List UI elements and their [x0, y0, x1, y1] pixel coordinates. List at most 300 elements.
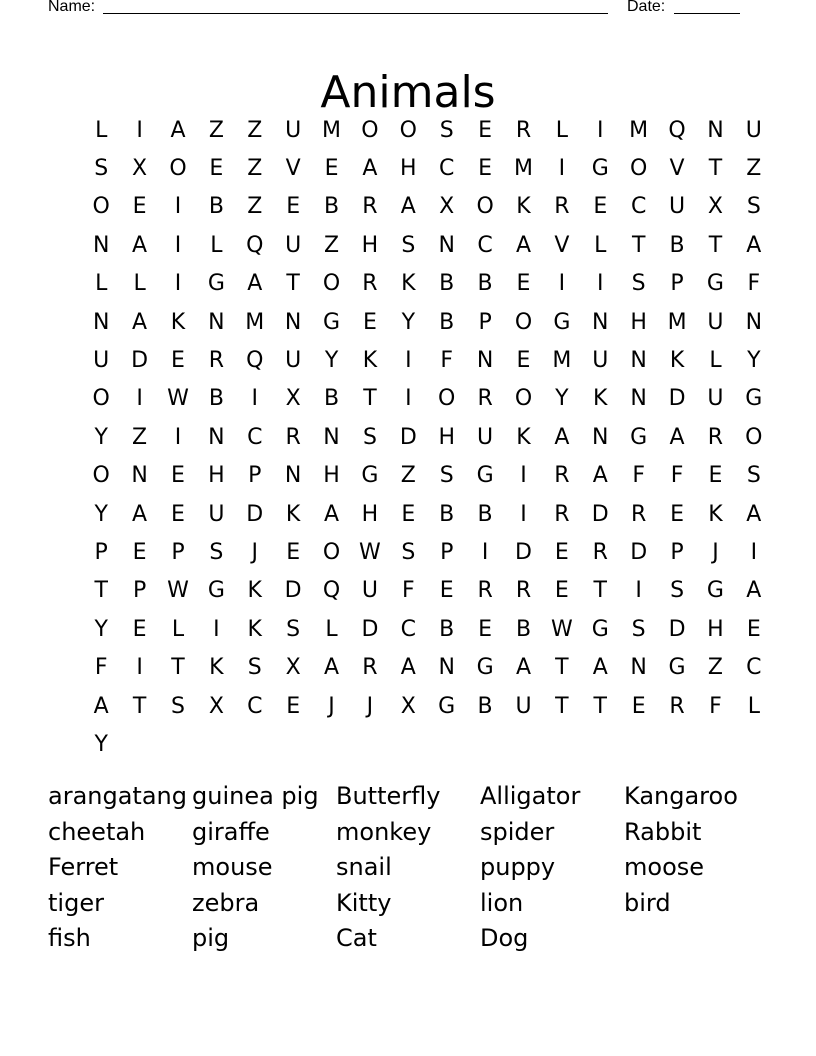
- grid-letter[interactable]: I: [635, 578, 642, 604]
- grid-letter[interactable]: M: [245, 309, 265, 335]
- grid-letter[interactable]: G: [630, 424, 648, 450]
- grid-letter[interactable]: A: [592, 655, 608, 681]
- grid-letter[interactable]: J: [251, 539, 258, 565]
- grid-letter[interactable]: A: [746, 578, 762, 604]
- grid-letter[interactable]: I: [405, 386, 412, 412]
- grid-letter[interactable]: L: [709, 348, 722, 374]
- grid-letter[interactable]: K: [247, 578, 262, 604]
- grid-letter[interactable]: T: [631, 232, 646, 258]
- grid-letter[interactable]: U: [707, 309, 724, 335]
- grid-letter[interactable]: D: [668, 616, 686, 642]
- grid-letter[interactable]: O: [92, 386, 110, 412]
- grid-letter[interactable]: Z: [324, 232, 340, 258]
- grid-letter[interactable]: N: [323, 424, 340, 450]
- grid-letter[interactable]: T: [94, 578, 108, 604]
- grid-letter[interactable]: A: [247, 271, 263, 297]
- grid-letter[interactable]: D: [246, 501, 264, 527]
- grid-letter[interactable]: S: [401, 232, 416, 258]
- grid-letter[interactable]: P: [248, 463, 262, 489]
- grid-letter[interactable]: I: [136, 655, 143, 681]
- grid-letter[interactable]: N: [131, 463, 148, 489]
- grid-letter[interactable]: G: [207, 578, 225, 604]
- grid-letter[interactable]: E: [593, 194, 608, 220]
- grid-letter[interactable]: O: [322, 539, 341, 565]
- grid-letter[interactable]: Q: [246, 348, 264, 374]
- grid-letter[interactable]: Z: [707, 655, 723, 681]
- grid-letter[interactable]: J: [366, 693, 374, 719]
- grid-letter[interactable]: H: [208, 463, 225, 489]
- grid-letter[interactable]: I: [558, 271, 566, 297]
- grid-letter[interactable]: R: [362, 655, 378, 681]
- grid-letter[interactable]: S: [670, 578, 685, 604]
- grid-letter[interactable]: K: [593, 386, 608, 412]
- grid-letter[interactable]: B: [323, 386, 340, 412]
- grid-letter[interactable]: D: [591, 501, 609, 527]
- grid-letter[interactable]: H: [323, 463, 340, 489]
- grid-letter[interactable]: E: [554, 578, 569, 604]
- grid-letter[interactable]: I: [174, 271, 182, 297]
- grid-letter[interactable]: A: [132, 232, 148, 258]
- grid-letter[interactable]: Q: [668, 117, 686, 143]
- grid-letter[interactable]: G: [591, 616, 609, 642]
- grid-letter[interactable]: N: [284, 309, 302, 335]
- grid-letter[interactable]: E: [478, 156, 493, 182]
- grid-letter[interactable]: U: [515, 693, 532, 719]
- grid-letter[interactable]: C: [400, 616, 416, 642]
- grid-letter[interactable]: A: [132, 501, 148, 527]
- grid-letter[interactable]: I: [251, 386, 258, 412]
- grid-letter[interactable]: O: [630, 156, 648, 182]
- grid-letter[interactable]: A: [746, 501, 762, 527]
- word-bank-item: zebra: [192, 888, 260, 917]
- grid-letter[interactable]: U: [285, 117, 302, 143]
- grid-letter[interactable]: E: [209, 156, 224, 182]
- grid-letter[interactable]: R: [477, 578, 493, 604]
- grid-letter[interactable]: A: [132, 309, 148, 335]
- grid-letter[interactable]: E: [286, 194, 301, 220]
- grid-letter[interactable]: E: [132, 194, 147, 220]
- date-blank-line[interactable]: [674, 13, 740, 14]
- grid-letter[interactable]: J: [712, 539, 719, 565]
- grid-letter[interactable]: N: [592, 424, 609, 450]
- grid-letter[interactable]: N: [630, 386, 647, 412]
- grid-letter[interactable]: N: [707, 117, 724, 143]
- grid-letter[interactable]: G: [706, 271, 724, 297]
- grid-letter[interactable]: K: [401, 271, 416, 297]
- grid-letter[interactable]: G: [591, 156, 609, 182]
- grid-letter[interactable]: W: [359, 539, 381, 565]
- grid-letter[interactable]: I: [174, 232, 182, 258]
- grid-letter[interactable]: A: [324, 655, 340, 681]
- word-bank-item: mouse: [192, 853, 273, 881]
- grid-letter[interactable]: O: [514, 309, 533, 335]
- grid-letter[interactable]: U: [477, 424, 494, 450]
- grid-letter[interactable]: Y: [747, 348, 761, 374]
- grid-letter[interactable]: Z: [132, 424, 148, 450]
- grid-letter[interactable]: T: [708, 232, 723, 258]
- grid-letter[interactable]: W: [167, 578, 189, 604]
- word-search-grid[interactable]: [82, 111, 773, 764]
- grid-letter[interactable]: B: [208, 194, 224, 220]
- grid-letter[interactable]: X: [285, 386, 301, 412]
- grid-letter[interactable]: T: [593, 578, 607, 604]
- grid-letter[interactable]: W: [167, 386, 189, 412]
- grid-letter[interactable]: I: [213, 616, 220, 642]
- grid-letter[interactable]: X: [208, 693, 224, 719]
- grid-letter[interactable]: E: [171, 501, 185, 527]
- grid-letter[interactable]: A: [515, 655, 532, 681]
- grid-letter[interactable]: D: [399, 424, 417, 450]
- grid-letter[interactable]: I: [520, 463, 527, 489]
- word-bank-item: moose: [624, 853, 705, 881]
- grid-letter[interactable]: K: [516, 424, 531, 450]
- grid-letter[interactable]: C: [247, 693, 263, 719]
- grid-letter[interactable]: P: [94, 539, 108, 565]
- grid-letter[interactable]: I: [136, 386, 143, 412]
- grid-letter[interactable]: C: [477, 232, 493, 258]
- grid-letter[interactable]: O: [361, 117, 379, 143]
- grid-letter[interactable]: C: [439, 156, 455, 182]
- grid-letter[interactable]: R: [554, 194, 570, 220]
- grid-letter[interactable]: M: [667, 309, 687, 335]
- grid-letter[interactable]: N: [284, 463, 302, 489]
- grid-letter[interactable]: O: [169, 156, 187, 182]
- grid-letter[interactable]: O: [92, 194, 110, 220]
- grid-letter[interactable]: B: [208, 386, 224, 412]
- grid-letter[interactable]: F: [632, 463, 645, 489]
- grid-letter[interactable]: A: [362, 156, 378, 182]
- grid-letter[interactable]: X: [707, 194, 723, 220]
- grid-letter[interactable]: N: [438, 232, 455, 258]
- grid-letter[interactable]: X: [132, 156, 148, 182]
- grid-letter[interactable]: Y: [94, 731, 108, 757]
- grid-letter[interactable]: D: [515, 539, 532, 565]
- grid-letter[interactable]: S: [247, 655, 262, 681]
- word-bank-item: arangatang: [48, 782, 187, 810]
- grid-letter[interactable]: E: [439, 578, 454, 604]
- word-bank-item: Butterfly: [336, 782, 441, 810]
- grid-letter[interactable]: E: [516, 348, 531, 374]
- grid-letter[interactable]: V: [554, 232, 570, 258]
- grid-letter[interactable]: E: [746, 616, 761, 642]
- grid-letter[interactable]: S: [286, 616, 301, 642]
- grid-letter[interactable]: D: [361, 616, 379, 642]
- grid-letter[interactable]: I: [405, 348, 412, 374]
- grid-letter[interactable]: K: [170, 309, 186, 335]
- grid-letter[interactable]: B: [439, 271, 455, 297]
- grid-letter[interactable]: A: [554, 424, 570, 450]
- grid-letter[interactable]: P: [171, 539, 185, 565]
- grid-letter[interactable]: B: [477, 271, 493, 297]
- grid-letter[interactable]: E: [670, 501, 684, 527]
- grid-letter[interactable]: N: [208, 309, 225, 335]
- grid-letter[interactable]: N: [92, 232, 110, 258]
- grid-letter[interactable]: L: [555, 117, 569, 143]
- grid-letter[interactable]: L: [95, 117, 108, 143]
- grid-letter[interactable]: G: [668, 655, 686, 681]
- grid-letter[interactable]: B: [515, 616, 532, 642]
- grid-letter[interactable]: Z: [247, 194, 263, 220]
- grid-letter[interactable]: Z: [247, 117, 263, 143]
- grid-letter[interactable]: Y: [94, 616, 108, 642]
- grid-letter[interactable]: Y: [324, 348, 339, 374]
- grid-letter[interactable]: S: [401, 539, 416, 565]
- grid-letter[interactable]: X: [285, 655, 301, 681]
- grid-letter[interactable]: L: [747, 693, 760, 719]
- grid-letter[interactable]: B: [323, 194, 340, 220]
- grid-letter[interactable]: D: [284, 578, 302, 604]
- grid-letter[interactable]: W: [551, 616, 573, 642]
- grid-letter[interactable]: N: [438, 655, 455, 681]
- grid-letter[interactable]: L: [171, 616, 185, 642]
- grid-letter[interactable]: D: [668, 386, 686, 412]
- grid-letter[interactable]: K: [209, 655, 224, 681]
- grid-letter[interactable]: A: [324, 501, 340, 527]
- grid-letter[interactable]: D: [630, 539, 648, 565]
- grid-letter[interactable]: H: [361, 501, 379, 527]
- grid-letter[interactable]: K: [362, 348, 378, 374]
- grid-letter[interactable]: U: [93, 348, 110, 374]
- grid-letter[interactable]: S: [439, 463, 454, 489]
- grid-letter[interactable]: B: [477, 501, 493, 527]
- grid-letter[interactable]: X: [400, 693, 416, 719]
- grid-letter[interactable]: M: [552, 348, 572, 374]
- grid-letter[interactable]: V: [669, 156, 685, 182]
- grid-letter[interactable]: Z: [208, 117, 224, 143]
- grid-letter[interactable]: G: [323, 309, 341, 335]
- grid-letter[interactable]: R: [631, 501, 647, 527]
- grid-letter[interactable]: N: [592, 309, 609, 335]
- grid-letter[interactable]: U: [745, 117, 762, 143]
- grid-letter[interactable]: G: [476, 655, 494, 681]
- grid-letter[interactable]: B: [477, 693, 493, 719]
- grid-letter[interactable]: T: [555, 693, 569, 719]
- grid-letter[interactable]: N: [630, 348, 647, 374]
- grid-letter[interactable]: R: [592, 539, 608, 565]
- grid-letter[interactable]: R: [707, 424, 724, 450]
- grid-letter[interactable]: E: [362, 309, 377, 335]
- word-bank-item: Kangaroo: [624, 782, 738, 810]
- grid-letter[interactable]: A: [669, 424, 685, 450]
- grid-letter[interactable]: G: [438, 693, 456, 719]
- grid-letter[interactable]: B: [439, 309, 455, 335]
- grid-letter[interactable]: N: [745, 309, 763, 335]
- grid-letter[interactable]: S: [94, 156, 109, 182]
- grid-letter[interactable]: U: [592, 348, 609, 374]
- grid-letter[interactable]: R: [515, 578, 532, 604]
- grid-letter[interactable]: Y: [94, 424, 108, 450]
- grid-letter[interactable]: R: [554, 501, 570, 527]
- grid-letter[interactable]: L: [133, 271, 146, 297]
- grid-letter[interactable]: U: [208, 501, 225, 527]
- grid-letter[interactable]: F: [401, 578, 415, 604]
- grid-letter[interactable]: R: [477, 386, 493, 412]
- grid-letter[interactable]: E: [286, 539, 301, 565]
- grid-letter[interactable]: A: [746, 232, 762, 258]
- grid-letter[interactable]: R: [362, 271, 378, 297]
- grid-letter[interactable]: Y: [555, 386, 569, 412]
- grid-letter[interactable]: K: [285, 501, 301, 527]
- word-bank-item: Cat: [336, 924, 377, 952]
- grid-letter[interactable]: T: [708, 156, 723, 182]
- grid-letter[interactable]: S: [209, 539, 224, 565]
- name-blank-line[interactable]: [103, 13, 608, 14]
- grid-letter[interactable]: E: [171, 348, 185, 374]
- grid-letter[interactable]: A: [592, 463, 608, 489]
- grid-letter[interactable]: L: [210, 232, 223, 258]
- grid-letter[interactable]: Y: [94, 501, 108, 527]
- grid-letter[interactable]: J: [328, 693, 335, 719]
- grid-letter[interactable]: U: [669, 194, 686, 220]
- grid-letter[interactable]: I: [597, 117, 604, 143]
- grid-letter[interactable]: P: [670, 271, 684, 297]
- grid-letter[interactable]: S: [746, 463, 761, 489]
- grid-letter[interactable]: B: [439, 616, 455, 642]
- grid-letter[interactable]: C: [247, 424, 263, 450]
- grid-letter[interactable]: E: [171, 463, 185, 489]
- grid-letter[interactable]: Z: [746, 156, 762, 182]
- grid-letter[interactable]: P: [670, 539, 684, 565]
- grid-letter[interactable]: E: [708, 463, 723, 489]
- grid-letter[interactable]: E: [286, 693, 301, 719]
- grid-letter[interactable]: N: [92, 309, 110, 335]
- grid-letter[interactable]: P: [132, 578, 147, 604]
- grid-letter[interactable]: I: [174, 424, 182, 450]
- grid-letter[interactable]: E: [516, 271, 531, 297]
- grid-letter[interactable]: A: [93, 693, 109, 719]
- grid-letter[interactable]: R: [362, 194, 378, 220]
- grid-letter[interactable]: C: [746, 655, 762, 681]
- grid-letter[interactable]: L: [95, 271, 108, 297]
- grid-letter[interactable]: E: [132, 539, 147, 565]
- grid-letter[interactable]: G: [207, 271, 225, 297]
- grid-letter[interactable]: N: [208, 424, 225, 450]
- grid-letter[interactable]: E: [631, 693, 646, 719]
- grid-letter[interactable]: U: [285, 232, 302, 258]
- grid-letter[interactable]: E: [478, 616, 493, 642]
- grid-letter[interactable]: U: [361, 578, 378, 604]
- grid-letter[interactable]: O: [92, 463, 110, 489]
- grid-letter[interactable]: I: [481, 539, 489, 565]
- grid-letter[interactable]: H: [400, 156, 417, 182]
- grid-letter[interactable]: I: [750, 539, 758, 565]
- grid-letter[interactable]: R: [669, 693, 685, 719]
- grid-letter[interactable]: H: [630, 309, 647, 335]
- grid-letter[interactable]: V: [285, 156, 301, 182]
- grid-letter[interactable]: F: [709, 693, 722, 719]
- grid-letter[interactable]: M: [629, 117, 649, 143]
- grid-letter[interactable]: R: [285, 424, 301, 450]
- grid-letter[interactable]: B: [669, 232, 685, 258]
- grid-letter[interactable]: A: [170, 117, 186, 143]
- grid-letter[interactable]: O: [514, 386, 533, 412]
- grid-letter[interactable]: A: [400, 655, 416, 681]
- grid-letter[interactable]: X: [439, 194, 455, 220]
- grid-letter[interactable]: O: [438, 386, 456, 412]
- grid-letter[interactable]: T: [132, 693, 147, 719]
- grid-letter[interactable]: U: [285, 348, 302, 374]
- grid-letter[interactable]: S: [170, 693, 185, 719]
- grid-letter[interactable]: R: [515, 117, 532, 143]
- grid-letter[interactable]: K: [516, 194, 531, 220]
- grid-letter[interactable]: A: [515, 232, 532, 258]
- grid-letter[interactable]: O: [745, 424, 763, 450]
- grid-letter[interactable]: M: [514, 156, 533, 182]
- grid-letter[interactable]: E: [401, 501, 416, 527]
- grid-letter[interactable]: S: [631, 616, 646, 642]
- grid-letter[interactable]: H: [707, 616, 724, 642]
- grid-letter[interactable]: D: [131, 348, 149, 374]
- grid-letter[interactable]: Q: [246, 232, 264, 258]
- grid-letter[interactable]: O: [476, 194, 494, 220]
- grid-letter[interactable]: I: [597, 271, 604, 297]
- grid-letter[interactable]: E: [554, 539, 569, 565]
- grid-letter[interactable]: S: [631, 271, 646, 297]
- grid-letter[interactable]: G: [553, 309, 571, 335]
- grid-letter[interactable]: Q: [322, 578, 341, 604]
- grid-letter[interactable]: Z: [247, 156, 263, 182]
- grid-letter[interactable]: T: [286, 271, 300, 297]
- grid-letter[interactable]: F: [440, 348, 454, 374]
- grid-letter[interactable]: K: [247, 616, 262, 642]
- grid-letter[interactable]: P: [478, 309, 492, 335]
- grid-letter[interactable]: I: [520, 501, 527, 527]
- grid-letter[interactable]: A: [400, 194, 416, 220]
- grid-letter[interactable]: F: [94, 655, 108, 681]
- grid-letter[interactable]: O: [322, 271, 341, 297]
- grid-letter[interactable]: E: [324, 156, 339, 182]
- grid-letter[interactable]: F: [747, 271, 761, 297]
- grid-letter[interactable]: I: [558, 156, 566, 182]
- grid-letter[interactable]: L: [594, 232, 607, 258]
- word-bank-item: tiger: [48, 888, 104, 917]
- grid-letter[interactable]: M: [322, 117, 342, 143]
- grid-letter[interactable]: E: [132, 616, 147, 642]
- grid-letter[interactable]: L: [325, 616, 338, 642]
- grid-letter[interactable]: R: [554, 463, 570, 489]
- grid-letter[interactable]: K: [669, 348, 685, 374]
- grid-letter[interactable]: G: [745, 386, 763, 412]
- grid-letter[interactable]: T: [555, 655, 569, 681]
- grid-letter[interactable]: P: [440, 539, 454, 565]
- grid-letter[interactable]: H: [438, 424, 455, 450]
- grid-letter[interactable]: G: [361, 463, 379, 489]
- grid-letter[interactable]: N: [476, 348, 494, 374]
- grid-letter[interactable]: S: [746, 194, 761, 220]
- grid-letter[interactable]: I: [174, 194, 182, 220]
- grid-letter[interactable]: K: [708, 501, 723, 527]
- grid-letter[interactable]: T: [171, 655, 185, 681]
- grid-letter[interactable]: S: [362, 424, 377, 450]
- grid-letter[interactable]: F: [670, 463, 684, 489]
- grid-letter[interactable]: G: [476, 463, 494, 489]
- grid-letter[interactable]: T: [593, 693, 607, 719]
- grid-letter[interactable]: O: [399, 117, 417, 143]
- grid-letter[interactable]: N: [630, 655, 647, 681]
- grid-letter[interactable]: T: [363, 386, 377, 412]
- grid-letter[interactable]: C: [630, 194, 647, 220]
- grid-letter[interactable]: Z: [400, 463, 416, 489]
- grid-letter[interactable]: G: [706, 578, 724, 604]
- grid-letter[interactable]: H: [361, 232, 379, 258]
- grid-letter[interactable]: E: [478, 117, 493, 143]
- grid-letter[interactable]: I: [136, 117, 143, 143]
- grid-letter[interactable]: U: [707, 386, 724, 412]
- grid-letter[interactable]: R: [208, 348, 225, 374]
- grid-letter[interactable]: Y: [401, 309, 416, 335]
- grid-letter[interactable]: S: [439, 117, 454, 143]
- grid-letter[interactable]: B: [439, 501, 455, 527]
